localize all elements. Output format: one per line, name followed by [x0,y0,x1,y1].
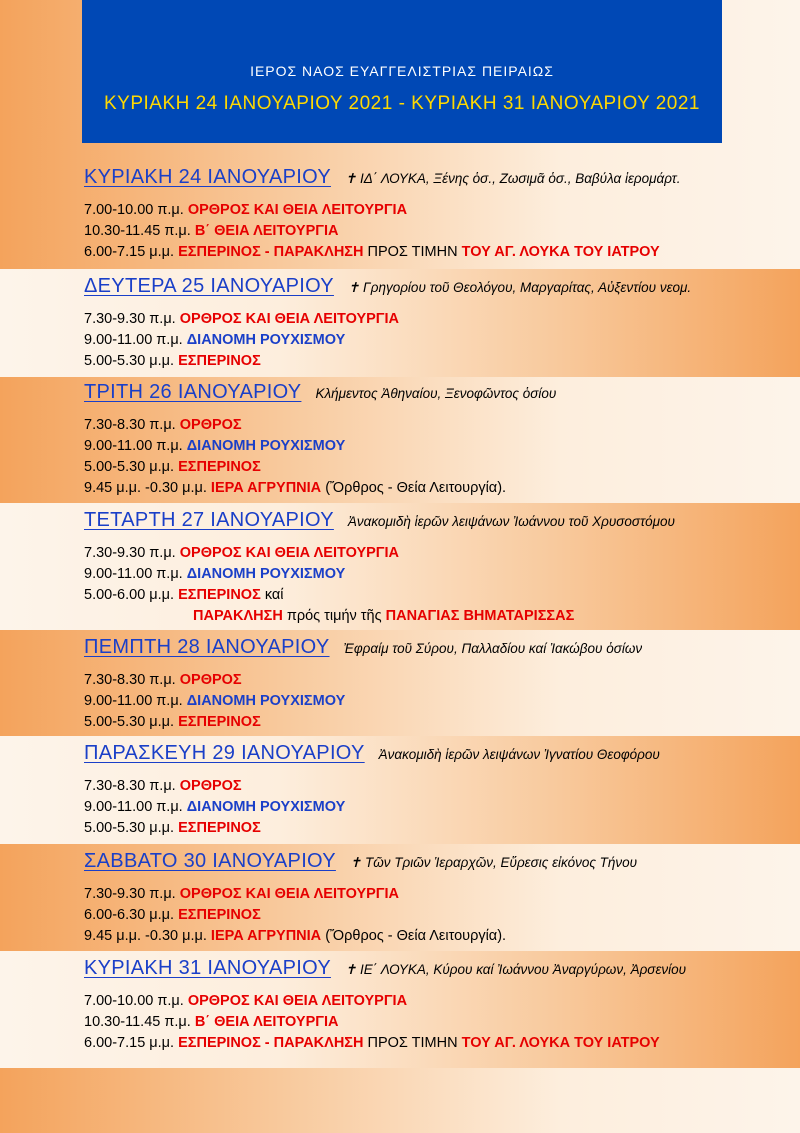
service-name: ΙΕΡΑ ΑΓΡΥΠΝΙΑ [210,928,322,944]
day-name: ΣΑΒΒΑΤΟ 30 ΙΑΝΟΥΑΡΙΟΥ [84,850,336,872]
service-line [84,478,784,499]
service-note: πρός τιμήν τῆς [286,608,382,624]
service-name: ΤΟΥ ΑΓ. ΛΟΥΚΑ ΤΟΥ ΙΑΤΡΟΥ [461,1035,660,1051]
service-name: ΕΣΠΕΡΙΝΟΣ [178,587,261,603]
day-block [84,742,784,839]
service-note: καί [264,587,284,603]
service-line [84,585,784,606]
day-block [84,636,784,733]
service-line [84,712,784,733]
service-time: 6.00-7.15 μ.μ. [84,1035,175,1051]
service-line [84,691,784,712]
service-time: 7.00-10.00 π.μ. [84,202,184,218]
day-heading [84,742,784,768]
service-name: ΟΡΘΡΟΣ ΚΑΙ ΘΕΙΑ ΛΕΙΤΟΥΡΓΙΑ [187,993,408,1009]
day-name: ΠΑΡΑΣΚΕΥΗ 29 ΙΑΝΟΥΑΡΙΟΥ [84,742,365,764]
service-line [84,797,784,818]
service-line [84,884,784,905]
service-name: Β΄ ΘΕΙΑ ΛΕΙΤΟΥΡΓΙΑ [194,223,339,239]
feast-description: Ἐφραίμ τοῦ Σύρου, Παλλαδίου καί Ἰακώβου ὁσίων [343,641,643,656]
service-name: ΔΙΑΝΟΜΗ ΡΟΥΧΙΣΜΟΥ [186,332,346,348]
service-line [84,606,784,627]
service-name: ΔΙΑΝΟΜΗ ΡΟΥΧΙΣΜΟΥ [186,799,346,815]
service-time: 5.00-5.30 μ.μ. [84,459,175,475]
service-time: 7.30-9.30 π.μ. [84,886,176,902]
service-time: 10.30-11.45 π.μ. [84,223,191,239]
service-line [84,905,784,926]
day-heading [84,509,784,535]
service-name: ΕΣΠΕΡΙΝΟΣ - ΠΑΡΑΚΛΗΣΗ [178,1035,364,1051]
service-name: ΠΑΡΑΚΛΗΣΗ [193,608,283,624]
service-name: ΟΡΘΡΟΣ ΚΑΙ ΘΕΙΑ ΛΕΙΤΟΥΡΓΙΑ [179,545,399,561]
day-heading [84,850,784,876]
feast-description: ✝ ΙΔ΄ ΛΟΥΚΑ, Ξένης ὁσ., Ζωσιμᾶ ὁσ., Βαβύλα ἱερομάρτ. [344,171,681,186]
feast-description: ✝ ΙΕ΄ ΛΟΥΚΑ, Κύρου καί Ἰωάννου Ἀναργύρων, Ἀρσενίου [344,962,687,977]
feast-description: Κλήμεντος Ἀθηναίου, Ξενοφῶντος ὁσίου [315,386,557,401]
service-name: ΕΣΠΕΡΙΝΟΣ [178,459,261,475]
service-name: ΠΑΝΑΓΙΑΣ ΒΗΜΑΤΑΡΙΣΣΑΣ [385,608,575,624]
service-time: 7.30-8.30 π.μ. [84,417,176,433]
service-time: 9.45 μ.μ. -0.30 μ.μ. [84,480,207,496]
feast-description: Ἀνακομιδὴ ἱερῶν λειψάνων Ἰγνατίου Θεοφόρου [378,747,660,762]
day-name: ΤΕΤΑΡΤΗ 27 ΙΑΝΟΥΑΡΙΟΥ [84,509,334,531]
day-block [84,275,784,372]
day-block [84,381,784,499]
service-name: Β΄ ΘΕΙΑ ΛΕΙΤΟΥΡΓΙΑ [194,1014,339,1030]
service-time: 5.00-5.30 μ.μ. [84,714,175,730]
service-time: 7.30-9.30 π.μ. [84,545,176,561]
service-name: ΤΟΥ ΑΓ. ΛΟΥΚΑ ΤΟΥ ΙΑΤΡΟΥ [461,244,660,260]
service-note: (Ὄρθρος - Θεία Λειτουργία). [325,928,507,944]
service-line [84,818,784,839]
day-heading [84,636,784,662]
day-name: ΔΕΥΤΕΡΑ 25 ΙΑΝΟΥΑΡΙΟΥ [84,275,334,297]
church-name: ΙΕΡΟΣ ΝΑΟΣ ΕΥΑΓΓΕΛΙΣΤΡΙΑΣ ΠΕΙΡΑΙΩΣ [250,63,554,79]
day-block [84,850,784,947]
day-heading [84,957,784,983]
service-time: 9.00-11.00 π.μ. [84,332,183,348]
feast-description: ✝ Γρηγορίου τοῦ Θεολόγου, Μαργαρίτας, Αὐξεντίου νεομ. [347,280,692,295]
service-line [84,436,784,457]
service-time: 5.00-5.30 μ.μ. [84,820,175,836]
service-line [84,242,784,263]
service-line [84,564,784,585]
service-time: 5.00-6.00 μ.μ. [84,587,175,603]
service-line [84,776,784,797]
service-line [84,1033,784,1054]
service-line [84,221,784,242]
service-note: ΠΡΟΣ ΤΙΜΗΝ [367,1035,458,1051]
service-line [84,1012,784,1033]
day-block [84,509,784,627]
service-name: ΟΡΘΡΟΣ ΚΑΙ ΘΕΙΑ ΛΕΙΤΟΥΡΓΙΑ [187,202,408,218]
service-line [84,309,784,330]
schedule-period: ΚΥΡΙΑΚΗ 24 ΙΑΝΟΥΑΡΙΟΥ 2021 - ΚΥΡΙΑΚΗ 31 ΙΑΝΟΥΑΡΙΟΥ 2021 [103,93,701,114]
day-name: ΚΥΡΙΑΚΗ 31 ΙΑΝΟΥΑΡΙΟΥ [84,957,331,979]
service-note: (Ὄρθρος - Θεία Λειτουργία). [325,480,507,496]
service-note: ΠΡΟΣ ΤΙΜΗΝ [367,244,458,260]
service-name: ΟΡΘΡΟΣ [179,417,242,433]
service-line [84,991,784,1012]
background-band [0,1068,800,1133]
service-name: ΔΙΑΝΟΜΗ ΡΟΥΧΙΣΜΟΥ [186,566,346,582]
service-time: 7.30-8.30 π.μ. [84,672,176,688]
day-heading [84,275,784,301]
service-name: ΔΙΑΝΟΜΗ ΡΟΥΧΙΣΜΟΥ [186,438,346,454]
header-banner [82,0,722,143]
service-time: 7.30-9.30 π.μ. [84,311,176,327]
service-line [84,415,784,436]
service-name: ΕΣΠΕΡΙΝΟΣ - ΠΑΡΑΚΛΗΣΗ [178,244,364,260]
service-line [84,200,784,221]
service-line [84,330,784,351]
service-time: 9.00-11.00 π.μ. [84,693,183,709]
day-block [84,166,784,263]
service-time: 10.30-11.45 π.μ. [84,1014,191,1030]
day-block [84,957,784,1054]
service-time: 9.00-11.00 π.μ. [84,566,183,582]
service-line [84,670,784,691]
service-line [84,926,784,947]
service-line [84,543,784,564]
day-heading [84,381,784,407]
day-name: ΚΥΡΙΑΚΗ 24 ΙΑΝΟΥΑΡΙΟΥ [84,166,331,188]
service-name: ΕΣΠΕΡΙΝΟΣ [178,714,261,730]
service-name: ΔΙΑΝΟΜΗ ΡΟΥΧΙΣΜΟΥ [186,693,346,709]
service-name: ΟΡΘΡΟΣ [179,778,242,794]
service-time: 6.00-6.30 μ.μ. [84,907,175,923]
service-time: 9.00-11.00 π.μ. [84,438,183,454]
feast-description: Ἀνακομιδὴ ἱερῶν λειψάνων Ἰωάννου τοῦ Χρυσοστόμου [347,514,675,529]
service-name: ΙΕΡΑ ΑΓΡΥΠΝΙΑ [210,480,322,496]
service-name: ΟΡΘΡΟΣ [179,672,242,688]
day-name: ΠΕΜΠΤΗ 28 ΙΑΝΟΥΑΡΙΟΥ [84,636,330,658]
service-time: 5.00-5.30 μ.μ. [84,353,175,369]
service-time: 6.00-7.15 μ.μ. [84,244,175,260]
day-heading [84,166,784,192]
service-name: ΟΡΘΡΟΣ ΚΑΙ ΘΕΙΑ ΛΕΙΤΟΥΡΓΙΑ [179,886,399,902]
feast-description: ✝ Τῶν Τριῶν Ἱεραρχῶν, Εὕρεσις εἰκόνος Τήνου [349,855,638,870]
service-time: 9.00-11.00 π.μ. [84,799,183,815]
service-name: ΕΣΠΕΡΙΝΟΣ [178,820,261,836]
service-name: ΕΣΠΕΡΙΝΟΣ [178,907,261,923]
service-name: ΕΣΠΕΡΙΝΟΣ [178,353,261,369]
service-time: 7.30-8.30 π.μ. [84,778,176,794]
service-line [84,457,784,478]
service-time: 7.00-10.00 π.μ. [84,993,184,1009]
service-name: ΟΡΘΡΟΣ ΚΑΙ ΘΕΙΑ ΛΕΙΤΟΥΡΓΙΑ [179,311,399,327]
day-name: ΤΡΙΤΗ 26 ΙΑΝΟΥΑΡΙΟΥ [84,381,302,403]
service-line [84,351,784,372]
service-time: 9.45 μ.μ. -0.30 μ.μ. [84,928,207,944]
